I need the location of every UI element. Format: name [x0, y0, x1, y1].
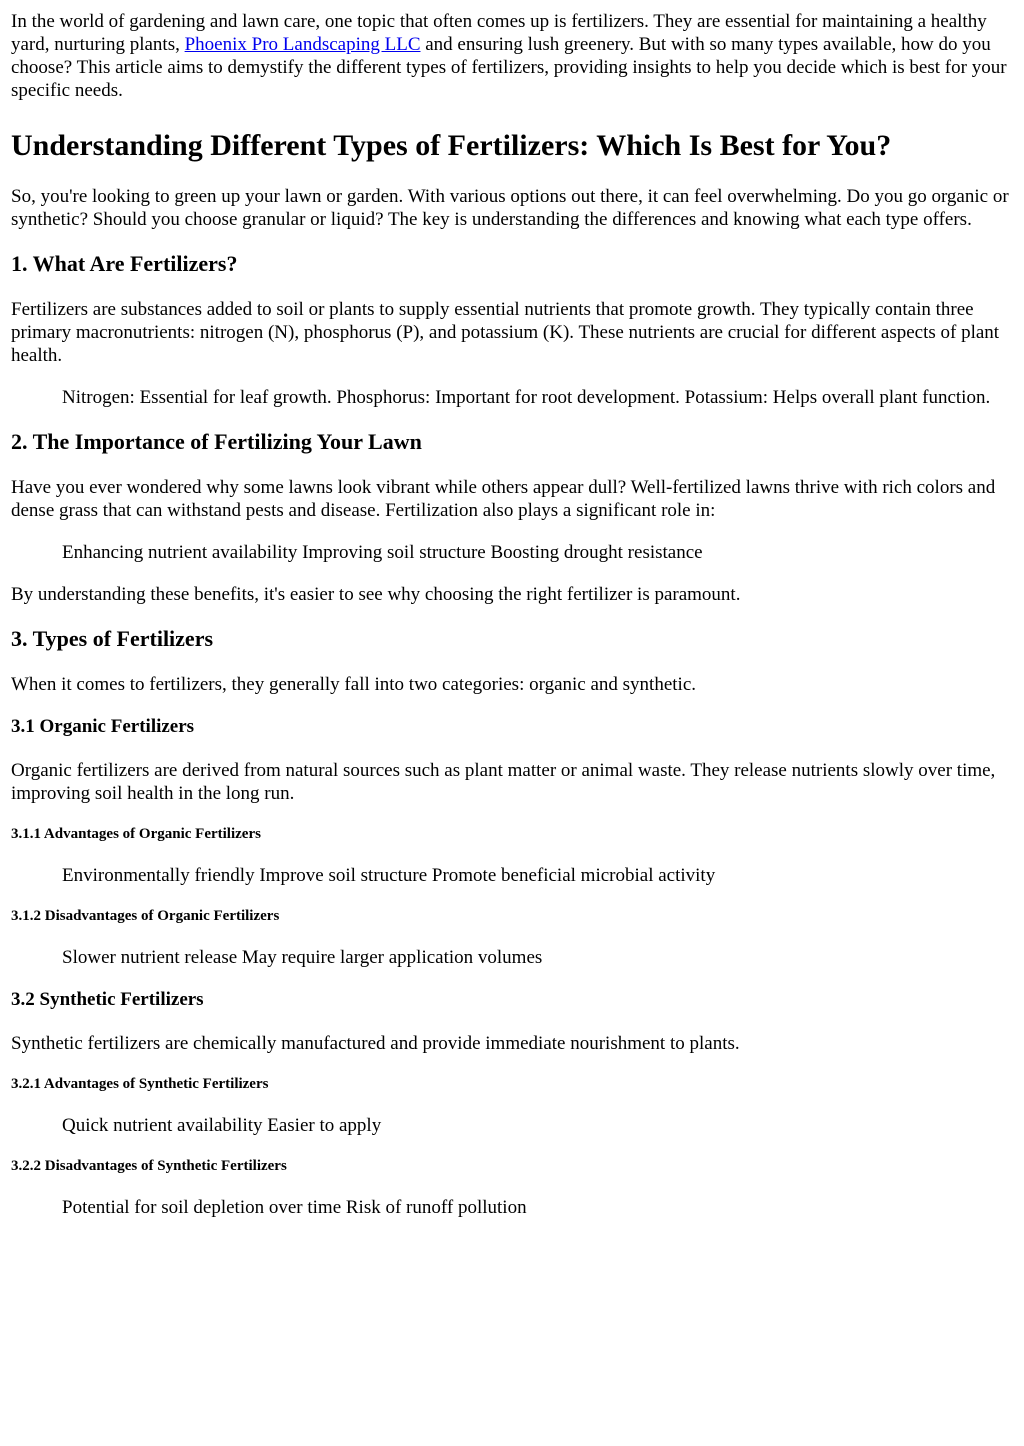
organic-disadvantages-heading: 3.1.2 Disadvantages of Organic Fertilizers: [11, 908, 280, 924]
section1-paragraph: Fertilizers are substances added to soil or plants to supply essential nutrients that promote growth. They typically contain three primary macronutrients: nitrogen (N), phosphorus (P), and potassium (K). These nutrients are crucial for different aspects of plant health.: [11, 299, 1000, 366]
organic-advantages-heading: 3.1.1 Advantages of Organic Fertilizers: [11, 826, 261, 842]
synthetic-disadvantages-list: Potential for soil depletion over time Risk of runoff pollution: [62, 1197, 527, 1218]
intro-text-before-link: In the world of gardening and lawn care, one topic that often comes up is fertilizers. They are essential for maintaining a healthy yard, nurturing plants,: [11, 11, 987, 55]
synthetic-disadvantages-heading: 3.2.2 Disadvantages of Synthetic Fertilizers: [11, 1158, 287, 1174]
subsection-heading-organic: 3.1 Organic Fertilizers: [11, 716, 195, 737]
section-heading-what-are-fertilizers: 1. What Are Fertilizers?: [11, 251, 238, 276]
article-title: Understanding Different Types of Fertilizers: Which Is Best for You?: [11, 129, 892, 162]
intro-text-after-link: and ensuring lush greenery. But with so many types available, how do you choose? This article aims to demystify the different types of fertilizers, providing insights to help you decide which is best for your specific needs.: [11, 34, 1007, 101]
nutrients-list: Nitrogen: Essential for leaf growth. Phosphorus: Important for root development. Potassium: Helps overall plant function.: [62, 387, 991, 408]
subsection-heading-synthetic: 3.2 Synthetic Fertilizers: [11, 989, 204, 1010]
section-heading-importance: 2. The Importance of Fertilizing Your Lawn: [11, 429, 422, 454]
benefits-list: Enhancing nutrient availability Improving soil structure Boosting drought resistance: [62, 542, 703, 563]
intro-paragraph: [11, 10, 1016, 102]
synthetic-paragraph: Synthetic fertilizers are chemically manufactured and provide immediate nourishment to plants.: [11, 1033, 740, 1054]
section2-closing-paragraph: By understanding these benefits, it's easier to see why choosing the right fertilizer is paramount.: [11, 584, 741, 605]
synthetic-advantages-heading: 3.2.1 Advantages of Synthetic Fertilizers: [11, 1076, 269, 1092]
section3-paragraph: When it comes to fertilizers, they generally fall into two categories: organic and synthetic.: [11, 674, 697, 695]
title-paragraph: So, you're looking to green up your lawn or garden. With various options out there, it can feel overwhelming. Do you go organic or synthetic? Should you choose granular or liquid? The key is understanding the differences and knowing what each type offers.: [11, 186, 1009, 230]
section2-paragraph: Have you ever wondered why some lawns look vibrant while others appear dull? Well-fertilized lawns thrive with rich colors and dense grass that can withstand pests and disease. Fertilization also plays a significant role in:: [11, 477, 996, 521]
organic-advantages-list: Environmentally friendly Improve soil structure Promote beneficial microbial activity: [62, 865, 716, 886]
synthetic-advantages-list: Quick nutrient availability Easier to apply: [62, 1115, 382, 1136]
section-heading-types: 3. Types of Fertilizers: [11, 626, 214, 651]
organic-paragraph: Organic fertilizers are derived from natural sources such as plant matter or animal waste. They release nutrients slowly over time, improving soil health in the long run.: [11, 760, 996, 804]
organic-disadvantages-list: Slower nutrient release May require larger application volumes: [62, 947, 543, 968]
phoenix-pro-landscaping-link[interactable]: Phoenix Pro Landscaping LLC: [184, 34, 421, 55]
